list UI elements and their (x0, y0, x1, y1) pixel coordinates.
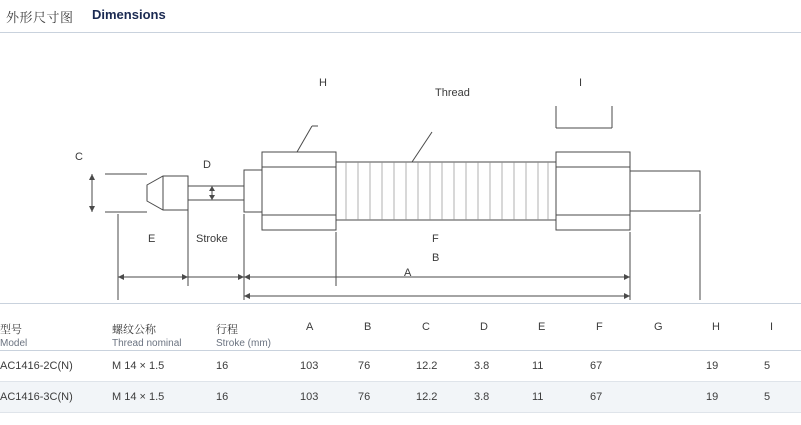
cell-i: 5 (764, 351, 801, 382)
label-A: A (404, 267, 412, 279)
column-header-b: B (358, 304, 416, 351)
column-header-h: H (706, 304, 764, 351)
column-header-d: D (474, 304, 532, 351)
column-header-a: A (300, 304, 358, 351)
header-divider (0, 32, 801, 33)
cell-i: 5 (764, 382, 801, 413)
cell-d: 3.8 (474, 382, 532, 413)
cell-model: AC1416-3C(N) (0, 382, 112, 413)
cell-e: 11 (532, 382, 590, 413)
cell-g (648, 351, 706, 382)
dimensions-table-wrap (0, 303, 801, 413)
label-stroke: Stroke (196, 233, 228, 245)
cell-c: 12.2 (416, 351, 474, 382)
page-title-en: Dimensions (92, 7, 166, 22)
column-header-i: I (764, 304, 801, 351)
cell-e: 11 (532, 351, 590, 382)
cell-a: 103 (300, 351, 358, 382)
column-header-c: C (416, 304, 474, 351)
label-thread: Thread (435, 87, 470, 99)
column-header-model: 型号 Model (0, 304, 112, 351)
page-header (0, 0, 801, 34)
column-header-stroke: 行程 Stroke (mm) (216, 304, 300, 351)
cell-thread: M 14 × 1.5 (112, 351, 216, 382)
column-header-e: E (532, 304, 590, 351)
table-row (0, 382, 801, 413)
table-header-row (0, 304, 801, 351)
dimension-drawing (0, 34, 801, 300)
cell-d: 3.8 (474, 351, 532, 382)
cell-c: 12.2 (416, 382, 474, 413)
column-header-thread: 螺纹公称 Thread nominal (112, 304, 216, 351)
table-row (0, 351, 801, 382)
column-header-f: F (590, 304, 648, 351)
cell-f: 67 (590, 351, 648, 382)
label-F: F (432, 233, 439, 245)
dimensions-table (0, 303, 801, 413)
label-H: H (319, 77, 327, 89)
cell-h: 19 (706, 351, 764, 382)
cell-a: 103 (300, 382, 358, 413)
label-C: C (75, 151, 83, 163)
cell-g (648, 382, 706, 413)
cell-h: 19 (706, 382, 764, 413)
label-E: E (148, 233, 156, 245)
page-title-cn: 外形尺寸图 (6, 10, 74, 25)
cell-thread: M 14 × 1.5 (112, 382, 216, 413)
cell-model: AC1416-2C(N) (0, 351, 112, 382)
label-B: B (432, 252, 440, 264)
column-header-g: G (648, 304, 706, 351)
cell-f: 67 (590, 382, 648, 413)
label-D: D (203, 159, 211, 171)
cell-b: 76 (358, 382, 416, 413)
cell-stroke: 16 (216, 351, 300, 382)
cell-b: 76 (358, 351, 416, 382)
label-I: I (579, 77, 583, 89)
cell-stroke: 16 (216, 382, 300, 413)
